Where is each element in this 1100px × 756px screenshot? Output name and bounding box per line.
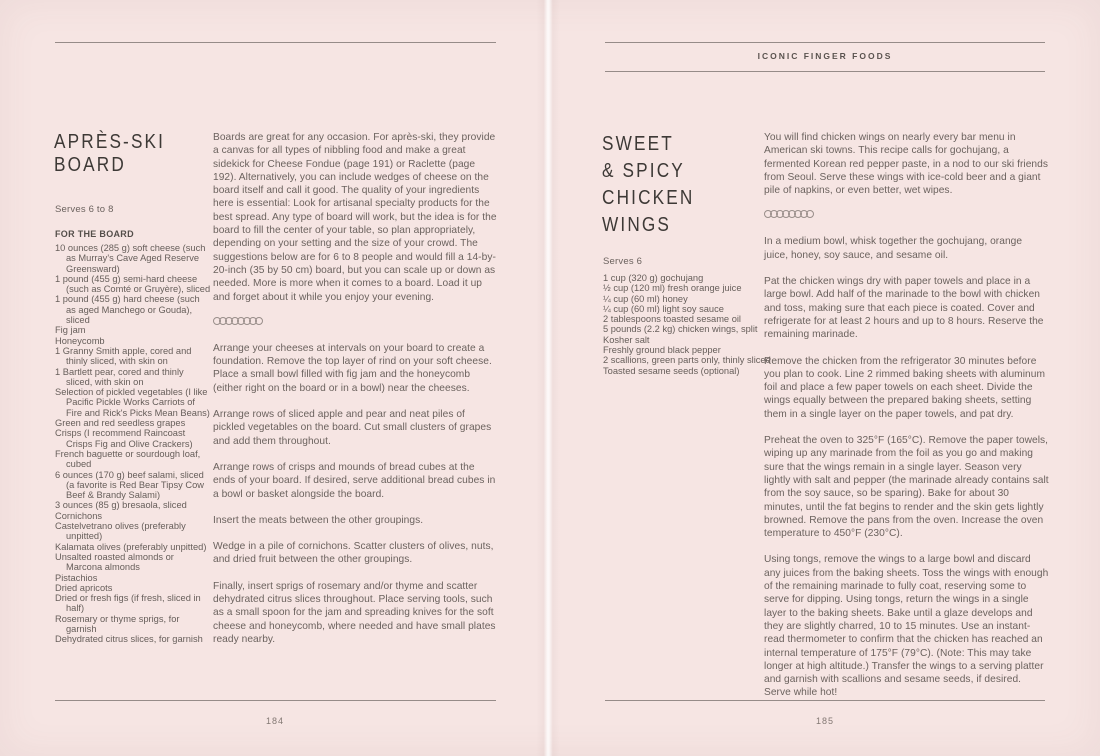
recipe-title-line: CHICKEN: [602, 187, 695, 209]
ingredient-item: ½ cup (120 ml) fresh orange juice: [603, 283, 742, 294]
bottom-rule-left: [55, 700, 496, 701]
ingredient-item: Rosemary or thyme sprigs, for garnish: [55, 613, 180, 634]
method-paragraph: Arrange rows of sliced apple and pear and neat piles of pickled vegetables on the board. Cut small clusters of grapes and add them throughout.: [213, 409, 492, 447]
ingredient-item: 10 ounces (285 g) soft cheese (such as Murray's Cave Aged Reserve Greensward): [55, 243, 206, 274]
ingredient-item: Dried apricots: [55, 582, 113, 593]
ingredients-list: [603, 273, 771, 376]
chain-ornament-icon: [213, 317, 498, 325]
ingredient-item: Kalamata olives (preferably unpitted): [55, 541, 207, 552]
ingredient-item: Honeycomb: [55, 335, 105, 346]
ingredient-item: 2 scallions, green parts only, thinly sliced: [603, 355, 771, 366]
ingredient-item: Kosher salt: [603, 334, 650, 345]
ingredient-item: French baguette or sourdough loaf, cubed: [55, 448, 201, 470]
ingredient-item: Fig jam: [55, 325, 86, 336]
recipe-title-line: APRÈS-SKI: [54, 131, 166, 153]
method-paragraph: Finally, insert sprigs of rosemary and/or thyme and scatter dehydrated citrus slices throughout. Place serving tools, such as a small spoon for the jam and spreading knives for the soft cheese and honeycomb, where needed and have small plates ready nearby.: [213, 580, 496, 645]
page-number-left: 184: [265, 716, 285, 726]
chain-ornament-icon: [764, 210, 1049, 218]
recipe-title-line: BOARD: [54, 154, 126, 176]
method-paragraph: Arrange rows of crisps and mounds of bread cubes at the ends of your board. If desired, serve additional bread cubes in a bowl or basket alongside the board.: [213, 461, 496, 500]
serves-note: Serves 6: [603, 256, 643, 267]
recipe-body-column: [764, 131, 1049, 713]
recipe-title-line: & SPICY: [602, 160, 685, 182]
ingredient-item: Toasted sesame seeds (optional): [603, 365, 740, 376]
ingredient-item: 1 pound (455 g) semi-hard cheese (such as Comté or Gruyère), sliced: [55, 273, 211, 295]
ingredient-item: Dried or fresh figs (if fresh, sliced in half): [55, 593, 201, 614]
ingredient-item: 6 ounces (170 g) beef salami, sliced (a favorite is Red Bear Tipsy Cow Beef & Brandy Salami): [55, 469, 204, 501]
method-paragraph: Arrange your cheeses at intervals on your board to create a foundation. Remove the top layer of rind on your soft cheese. Place a small bowl filled with fig jam and the honeycomb (either right on the board or in a bowl) near the cheeses.: [213, 342, 492, 394]
header-rule-bottom: [605, 71, 1045, 72]
running-header: ICONIC FINGER FOODS: [757, 51, 893, 61]
method-paragraph: Insert the meats between the other groupings.: [213, 514, 424, 526]
ingredient-item: 1 Bartlett pear, cored and thinly sliced, with skin on: [55, 366, 184, 387]
ingredient-item: ¼ cup (60 ml) light soy sauce: [603, 303, 724, 314]
ingredient-item: 3 ounces (85 g) bresaola, sliced: [55, 500, 187, 511]
page-number-right: 185: [815, 716, 835, 726]
book-spine-gutter: [536, 0, 560, 756]
recipe-title-chicken-wings: [602, 131, 694, 239]
bottom-rule-right: [605, 700, 1045, 701]
method-paragraph: Using tongs, remove the wings to a large bowl and discard any juices from the baking sheets. Toss the wings with enough of the remaining marinade to fully coat, reserving some to serve for dipping. Using tongs, return the wings in a single layer to the baking sheets. Bake until a glaze develops and they are slightly charred, 10 to 15 minutes. Use an instant-read thermometer to confirm that the chicken has reached an internal temperature of 175°F (79°C). (Note: This may take longer at high altitude.) Transfer the wings to a serving platter and garnish with scallions and sesame seeds, if desired. Serve while hot!: [764, 554, 1049, 699]
method-steps: [213, 342, 498, 646]
ingredient-item: 1 pound (455 g) hard cheese (such as aged Manchego or Gouda), sliced: [55, 294, 200, 326]
ingredient-item: Castelvetrano olives (preferably unpitted): [55, 521, 186, 542]
ingredients-header: FOR THE BOARD: [55, 229, 134, 239]
recipe-intro: You will find chicken wings on nearly every bar menu in American ski towns. This recipe calls for gochujang, a fermented Korean red pepper paste, in a nod to our ski friends from Seoul. Serve these wings with ice-cold beer and a giant pile of napkins, or even better, wet wipes.: [764, 132, 1048, 197]
ingredient-item: Unsalted roasted almonds or Marcona almonds: [55, 551, 174, 573]
method-paragraph: Wedge in a pile of cornichons. Scatter clusters of olives, nuts, and dried fruit between the other groupings.: [213, 541, 494, 566]
ingredient-item: ¼ cup (60 ml) honey: [603, 293, 688, 304]
serves-note: Serves 6 to 8: [55, 204, 114, 215]
method-paragraph: Pat the chicken wings dry with paper towels and place in a large bowl. Add half of the marinade to the bowl with chicken and toss, making sure that each piece is coated. Cover and refrigerate for at least 2 hours and up to 8 hours. Reserve the remaining marinade.: [764, 276, 1044, 341]
right-page: [550, 0, 1100, 756]
method-paragraph: Preheat the oven to 325°F (165°C). Remove the paper towels, wiping up any marinade from the foil as you go and making sure that the wings remain in a single layer. Season very lightly with salt and pepper (the marinade already contains salt from the soy sauce, so be sparing). Bake for about 30 minutes, until the fat begins to render and the skin gets lightly browned. Remove the pans from the oven. Increase the oven temperature to 450°F (230°C).: [764, 435, 1049, 540]
header-rule-top: [605, 42, 1045, 43]
recipe-title-apres-ski-board: [54, 131, 165, 177]
method-steps: [764, 235, 1049, 699]
recipe-intro: Boards are great for any occasion. For après-ski, they provide a canvas for all types of nibbling food and make a great sidekick for Cheese Fondue (page 191) or Raclette (page 192). Alternatively, you can include wedges of cheese on the board itself and call it good. The quality of your ingredients here is essential: Look for artisanal specialty products for the best spread. Any type of board will work, but the idea is for the board to fill the center of your table, so plan appropriately, depending on your setting and the size of your crowd. The suggestions below are for 6 to 8 people and would fill a 14-by-20-inch (35 by 50 cm) board, but you can scale up or down as needed. More is more when it comes to a board. Load it up and forget about it while you enjoy your evening.: [213, 132, 497, 303]
top-rule-left: [55, 42, 496, 43]
ingredient-item: 1 cup (320 g) gochujang: [603, 273, 704, 283]
recipe-title-line: SWEET: [602, 133, 674, 155]
ingredients-list: [55, 243, 212, 645]
ingredient-item: Pistachios: [55, 572, 98, 583]
method-paragraph: Remove the chicken from the refrigerator 30 minutes before you plan to cook. Line 2 rimmed baking sheets with aluminum foil and place a few paper towels on each sheet. Divide the wings equally between the prepared baking sheets, setting them in a single layer on the paper towels, and pat dry.: [764, 355, 1045, 420]
ingredient-item: Green and red seedless grapes: [55, 418, 186, 429]
recipe-title-line: WINGS: [602, 214, 672, 236]
ingredient-item: 2 tablespoons toasted sesame oil: [603, 314, 741, 325]
ingredient-item: Cornichons: [55, 510, 103, 521]
ingredient-item: Dehydrated citrus slices, for garnish: [55, 634, 203, 645]
ingredient-item: Crisps (I recommend Raincoast Crisps Fig and Olive Crackers): [55, 428, 193, 449]
ingredient-item: Freshly ground black pepper: [603, 345, 721, 356]
ingredient-item: Selection of pickled vegetables (I like Pacific Pickle Works Carriots of Fire and Rick's Picks Mean Beans): [55, 387, 210, 418]
method-paragraph: In a medium bowl, whisk together the gochujang, orange juice, honey, soy sauce, and sesame oil.: [764, 236, 1023, 261]
recipe-body-column: [213, 131, 498, 659]
ingredient-item: 1 Granny Smith apple, cored and thinly sliced, with skin on: [55, 345, 192, 367]
ingredient-item: 5 pounds (2.2 kg) chicken wings, split: [603, 324, 758, 335]
